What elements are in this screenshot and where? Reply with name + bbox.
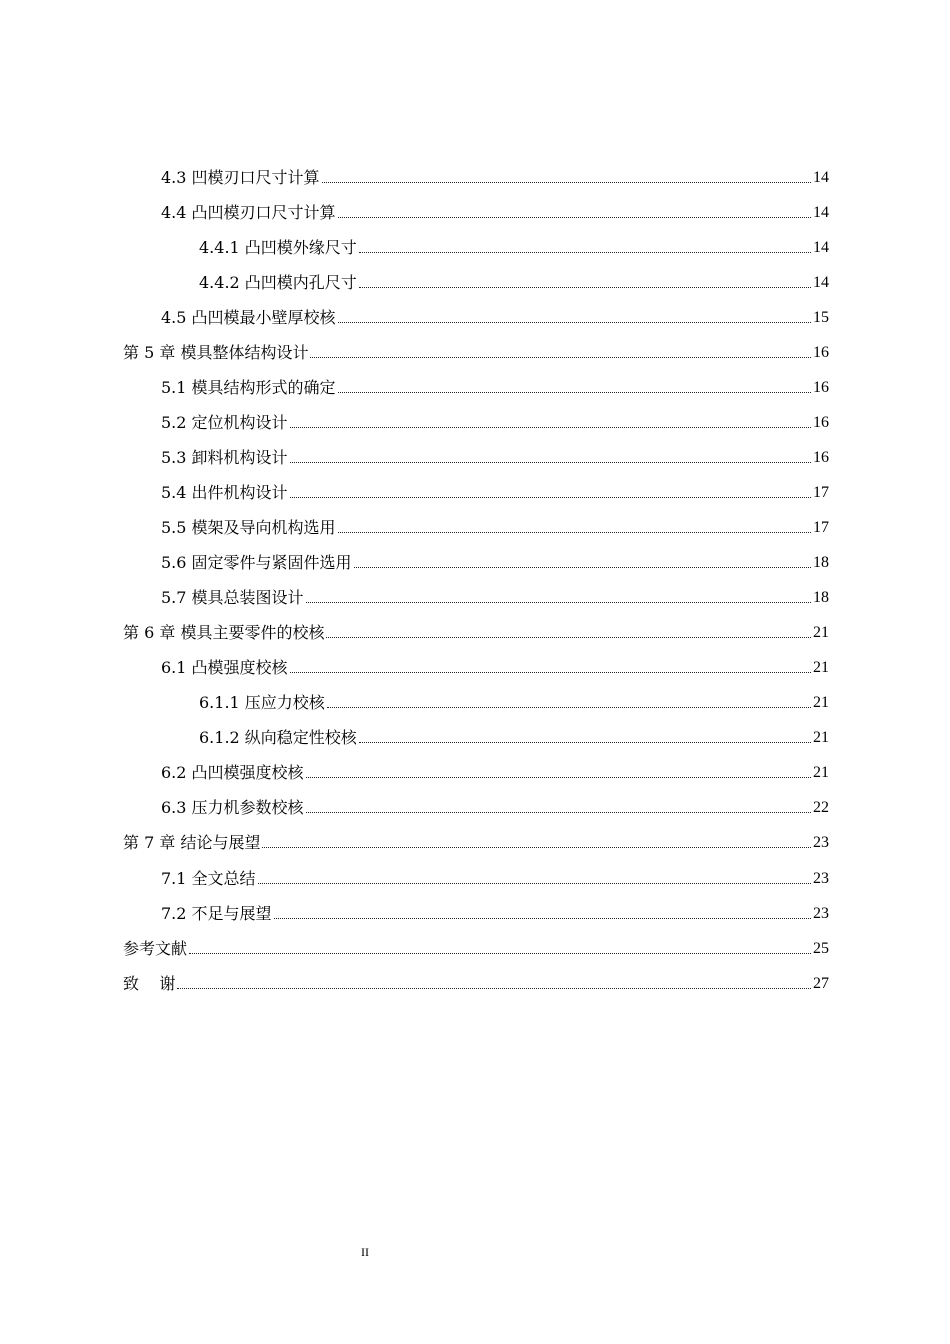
dot-leader <box>306 777 811 778</box>
toc-entry-label: 6.2 凸凹模强度校核 <box>161 763 304 782</box>
toc-entry-label: 4.4.1 凸凹模外缘尺寸 <box>199 238 357 257</box>
toc-entry-label: 5.6 固定零件与紧固件选用 <box>161 553 352 572</box>
toc-entry-page: 14 <box>813 169 829 186</box>
toc-entry-label: 5.5 模架及导向机构选用 <box>161 518 336 537</box>
toc-entry[interactable] <box>161 584 829 608</box>
toc-entry-label: 5.2 定位机构设计 <box>161 413 288 432</box>
toc-entry[interactable] <box>161 479 829 503</box>
dot-leader <box>290 672 811 673</box>
toc-entry-page: 21 <box>813 659 829 676</box>
dot-leader <box>359 287 811 288</box>
toc-entry-page: 23 <box>813 870 829 887</box>
dot-leader <box>354 567 811 568</box>
toc-entry-page: 23 <box>813 834 829 851</box>
toc-entry[interactable] <box>123 935 829 959</box>
toc-entry-page: 21 <box>813 694 829 711</box>
dot-leader <box>290 427 811 428</box>
toc-entry-label: 7.1 全文总结 <box>161 869 256 888</box>
toc-entry[interactable] <box>161 549 829 573</box>
toc-entry[interactable] <box>161 654 829 678</box>
dot-leader <box>338 322 811 323</box>
toc-entry-page: 21 <box>813 764 829 781</box>
toc-entry-page: 17 <box>813 484 829 501</box>
toc-entry-page: 25 <box>813 940 829 957</box>
toc-entry[interactable] <box>199 269 829 293</box>
dot-leader <box>306 812 811 813</box>
toc-entry-label: 5.3 卸料机构设计 <box>161 448 288 467</box>
toc-entry-label: 4.3 凹模刃口尺寸计算 <box>161 168 320 187</box>
toc-entry-label: 7.2 不足与展望 <box>161 904 272 923</box>
dot-leader <box>326 637 811 638</box>
toc-entry-label: 4.4 凸凹模刃口尺寸计算 <box>161 203 336 222</box>
toc-entry-page: 16 <box>813 379 829 396</box>
toc-entry-label: 6.1.2 纵向稳定性校核 <box>199 728 357 747</box>
toc-entry-page: 23 <box>813 905 829 922</box>
dot-leader <box>327 707 811 708</box>
toc-entry[interactable] <box>123 619 829 643</box>
dot-leader <box>274 918 811 919</box>
toc-entry[interactable] <box>161 199 829 223</box>
dot-leader <box>310 357 811 358</box>
toc-entry-page: 18 <box>813 554 829 571</box>
toc-entry[interactable] <box>161 444 829 468</box>
toc-entry[interactable] <box>161 409 829 433</box>
dot-leader <box>290 497 811 498</box>
toc-entry[interactable] <box>199 724 829 748</box>
toc-entry[interactable] <box>161 900 829 924</box>
dot-leader <box>338 217 811 218</box>
toc-entry-page: 27 <box>813 975 829 992</box>
toc-entry[interactable] <box>123 339 829 363</box>
toc-entry[interactable] <box>161 164 829 188</box>
dot-leader <box>359 252 811 253</box>
toc-entry[interactable] <box>199 689 829 713</box>
toc-entry-page: 17 <box>813 519 829 536</box>
toc-entry-page: 18 <box>813 589 829 606</box>
toc-entry[interactable] <box>161 304 829 328</box>
toc-entry[interactable] <box>123 970 829 994</box>
toc-entry-page: 14 <box>813 274 829 291</box>
toc-entry-page: 14 <box>813 204 829 221</box>
toc-entry-label: 4.4.2 凸凹模内孔尺寸 <box>199 273 357 292</box>
toc-entry-label: 5.1 模具结构形式的确定 <box>161 378 336 397</box>
toc-entry[interactable] <box>199 234 829 258</box>
toc-entry[interactable] <box>161 514 829 538</box>
dot-leader <box>322 182 811 183</box>
toc-entry-label: 参考文献 <box>123 939 188 958</box>
toc-entry-page: 16 <box>813 449 829 466</box>
toc-entry-label: 致 谢 <box>123 974 176 993</box>
toc-entry[interactable] <box>123 829 829 853</box>
toc-entry-page: 14 <box>813 239 829 256</box>
toc-entry-page: 22 <box>813 799 829 816</box>
dot-leader <box>189 953 811 954</box>
toc-entry-label: 6.1 凸模强度校核 <box>161 658 288 677</box>
toc-entry-label: 4.5 凸凹模最小壁厚校核 <box>161 308 336 327</box>
toc-entry-page: 21 <box>813 729 829 746</box>
toc-entry[interactable] <box>161 865 829 889</box>
toc-entry-page: 15 <box>813 309 829 326</box>
toc-entry-label: 第 5 章 模具整体结构设计 <box>123 343 309 362</box>
dot-leader <box>306 602 811 603</box>
dot-leader <box>258 883 811 884</box>
dot-leader <box>290 462 811 463</box>
toc-entry-label: 5.7 模具总装图设计 <box>161 588 304 607</box>
toc-entry-label: 5.4 出件机构设计 <box>161 483 288 502</box>
dot-leader <box>338 532 811 533</box>
toc-entry-page: 16 <box>813 344 829 361</box>
dot-leader <box>177 988 811 989</box>
toc-entry-page: 21 <box>813 624 829 641</box>
dot-leader <box>262 847 811 848</box>
toc-entry-page: 16 <box>813 414 829 431</box>
page-number: II <box>361 1245 369 1259</box>
dot-leader <box>338 392 811 393</box>
toc-entry-label: 6.1.1 压应力校核 <box>199 693 325 712</box>
toc-entry-label: 第 6 章 模具主要零件的校核 <box>123 623 325 642</box>
toc-entry[interactable] <box>161 759 829 783</box>
toc-entry[interactable] <box>161 374 829 398</box>
toc-entry-label: 第 7 章 结论与展望 <box>123 833 261 852</box>
toc-entry[interactable] <box>161 794 829 818</box>
dot-leader <box>359 742 811 743</box>
toc-entry-label: 6.3 压力机参数校核 <box>161 798 304 817</box>
